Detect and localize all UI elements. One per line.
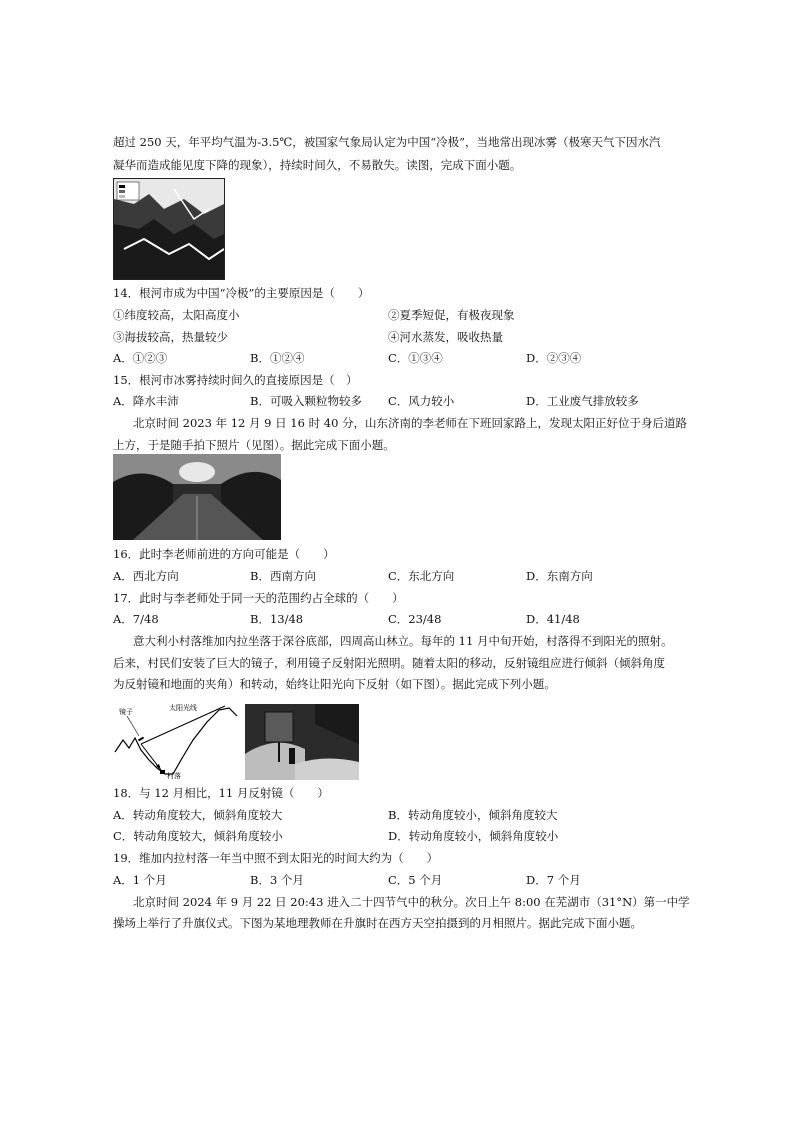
q17-option-d[interactable]: D．41/48	[526, 612, 580, 626]
q19-option-d[interactable]: D．7 个月	[526, 873, 581, 887]
passage-line: 为反射镜和地面的夹角）和转动，始终让阳光向下反射（如下图）。据此完成下列小题。	[113, 677, 556, 691]
q15-option-c[interactable]: C．风力较小	[388, 394, 455, 408]
passage-line: 北京时间 2024 年 9 月 22 日 20:43 进入二十四节气中的秋分。次日上午 8:00 在芜湖市（31°N）第一中学	[133, 895, 690, 909]
question-16-stem: 16．此时李老师前进的方向可能是（ ）	[113, 547, 335, 561]
q14-statement: ③海拔较高，热量较少	[113, 330, 228, 344]
passage-line: 操场上举行了升旗仪式。下图为某地理教师在升旗时在西方天空拍摄到的月相照片。据此完成下面小题。	[113, 916, 642, 930]
q14-statement: ④河水蒸发，吸收热量	[388, 330, 503, 344]
terrain-map-image	[114, 179, 224, 279]
genhe-map-figure	[113, 178, 225, 280]
q15-option-d[interactable]: D．工业废气排放较多	[526, 394, 639, 408]
mirror-photo-image	[245, 704, 359, 780]
q17-option-c[interactable]: C．23/48	[388, 612, 442, 626]
question-17-stem: 17．此时与李老师处于同一天的范围约占全球的（ ）	[113, 591, 404, 605]
mirror-photo	[245, 704, 359, 780]
q16-option-a[interactable]: A．西北方向	[113, 569, 179, 583]
q18-option-c[interactable]: C．转动角度较大，倾斜角度较小	[113, 829, 283, 843]
q16-option-d[interactable]: D．东南方向	[526, 569, 593, 583]
passage-line: 北京时间 2023 年 12 月 9 日 16 时 40 分，山东济南的李老师在下班回家路上，发现太阳正好位于身后道路	[133, 416, 688, 430]
question-19-stem: 19．维加内拉村落一年当中照不到太阳光的时间大约为（ ）	[113, 851, 439, 865]
q14-option-b[interactable]: B．①②④	[250, 351, 305, 365]
question-14-stem: 14．根河市成为中国“冷极”的主要原因是（ ）	[113, 286, 370, 300]
passage-line: 超过 250 天，年平均气温为-3.5℃，被国家气象局认定为中国“冷极”，当地常出现冰雾（极寒天气下因水汽	[113, 135, 661, 149]
road-photo-image	[113, 454, 281, 540]
q18-option-a[interactable]: A．转动角度较大，倾斜角度较大	[113, 808, 283, 822]
q15-option-b[interactable]: B．可吸入颗粒物较多	[250, 394, 362, 408]
question-18-stem: 18．与 12 月相比，11 月反射镜（ ）	[113, 786, 329, 800]
mirror-diagram	[113, 700, 241, 780]
q14-statement: ①纬度较高，太阳高度小	[113, 308, 240, 322]
passage-line: 凝华而造成能见度下降的现象），持续时间久，不易散失。读图，完成下面小题。	[113, 158, 522, 172]
q18-option-b[interactable]: B．转动角度较小，倾斜角度较大	[388, 808, 558, 822]
q14-option-c[interactable]: C．①③④	[388, 351, 443, 365]
q17-option-a[interactable]: A．7/48	[113, 612, 159, 626]
village-label: 村落	[167, 772, 181, 780]
q17-option-b[interactable]: B．13/48	[250, 612, 304, 626]
mirror-label: 镜子	[119, 708, 133, 716]
q16-option-b[interactable]: B．西南方向	[250, 569, 316, 583]
mirror-diagram-image	[113, 700, 241, 780]
q19-option-a[interactable]: A．1 个月	[113, 873, 167, 887]
q14-option-a[interactable]: A．①②③	[113, 351, 168, 365]
question-15-stem: 15．根河市冰雾持续时间久的直接原因是（ ）	[113, 373, 358, 387]
q15-option-a[interactable]: A．降水丰沛	[113, 394, 179, 408]
q18-option-d[interactable]: D．转动角度较小，倾斜角度较小	[388, 829, 559, 843]
q19-option-c[interactable]: C．5 个月	[388, 873, 443, 887]
q19-option-b[interactable]: B．3 个月	[250, 873, 304, 887]
passage-line: 意大利小村落维加内拉坐落于深谷底部，四周高山林立。每年的 11 月中旬开始，村落得不到阳光的照射。	[133, 634, 673, 648]
road-photo	[113, 454, 281, 540]
q16-option-c[interactable]: C．东北方向	[388, 569, 455, 583]
passage-line: 上方，于是随手拍下照片（见图）。据此完成下面小题。	[113, 438, 395, 452]
sunlight-label: 太阳光线	[169, 704, 197, 712]
q14-statement: ②夏季短促，有极夜现象	[388, 308, 515, 322]
passage-line: 后来，村民们安装了巨大的镜子，利用镜子反射阳光照明。随着太阳的移动，反射镜组应进行倾斜（倾斜角度	[113, 656, 665, 670]
q14-option-d[interactable]: D．②③④	[526, 351, 582, 365]
